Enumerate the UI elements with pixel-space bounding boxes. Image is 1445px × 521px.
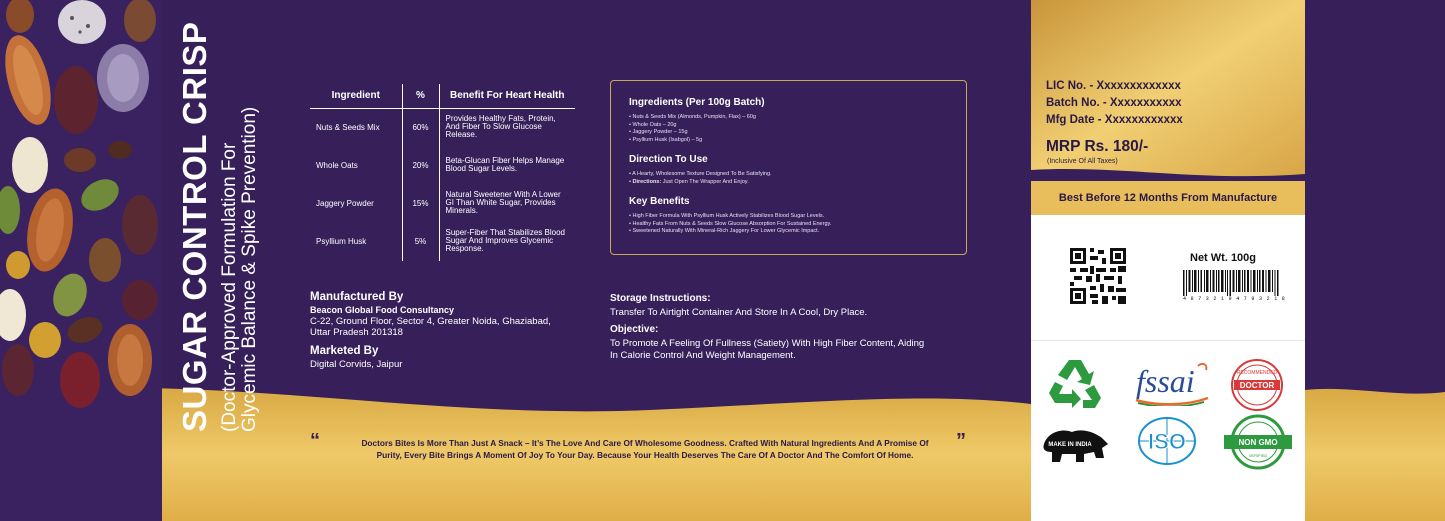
column-header-ingredient: Ingredient: [310, 84, 402, 108]
mrp-tax-note: (Inclusive Of All Taxes): [1047, 158, 1118, 165]
lic-number: LIC No. - Xxxxxxxxxxxxx: [1046, 80, 1181, 92]
column-header-benefit: Benefit For Heart Health: [439, 84, 575, 108]
direction-heading: Direction To Use: [629, 154, 708, 165]
recycle-icon: [1047, 356, 1103, 410]
product-title: SUGAR CONTROL CRISP: [176, 21, 213, 432]
objective-line1: To Promote A Feeling Of Fullness (Satiety) With High Fiber Content, Aiding: [610, 338, 925, 349]
benefit-cell: Super-Fiber That Stabilizes Blood Sugar And Improves Glycemic Response.: [445, 228, 565, 253]
storage-text: Transfer To Airtight Container And Store In A Cool, Dry Place.: [610, 307, 868, 318]
direction-line: • A Hearty, Wholesome Texture Designed To Be Satisfying.: [629, 171, 772, 177]
ingredient-cell: Whole Oats: [310, 146, 402, 184]
verified-text: VERIFIED: [1248, 453, 1268, 458]
make-in-india-lion-icon: [1040, 424, 1110, 466]
non-gmo-badge: [1222, 414, 1294, 470]
table-header-row: [310, 84, 575, 108]
product-info-box: [610, 80, 967, 255]
objective-heading: Objective:: [610, 324, 659, 335]
benefit-line: • Sweetened Naturally With Mineral-Rich Jaggery For Lower Glycemic Impact.: [629, 228, 820, 234]
brand-quote: [330, 437, 960, 461]
table-row: [310, 222, 575, 260]
table-row: [310, 146, 575, 184]
product-subtitle-line2: Glycemic Balance & Spike Prevention): [239, 106, 260, 432]
batch-number: Batch No. - Xxxxxxxxxxx: [1046, 97, 1182, 109]
benefit-cell: Natural Sweetener With A Lower GI Than White Sugar, Provides Minerals.: [445, 190, 561, 215]
ingredient-line: • Whole Oats – 20g: [629, 121, 677, 128]
ingredient-line: • Jaggery Powder – 15g: [629, 129, 688, 135]
objective-line2: In Calorie Control And Weight Management.: [610, 350, 796, 361]
best-before-bar: Best Before 12 Months From Manufacture: [1031, 181, 1305, 215]
table-row: [310, 108, 575, 146]
doctor-badge-text: DOCTOR: [1239, 381, 1275, 390]
manufacturer-address-line2: Uttar Pradesh 201318: [310, 327, 403, 338]
doctor-recommended-badge: [1231, 359, 1283, 411]
manufacturer-block: [310, 292, 600, 370]
ingredient-cell: Psyllium Husk: [310, 222, 402, 260]
percent-cell: 60%: [402, 108, 439, 146]
iso-badge: [1136, 416, 1198, 466]
mfg-date: Mfg Date - Xxxxxxxxxxxx: [1046, 114, 1183, 126]
quote-line2: Purity, Every Bite Brings A Moment Of Joy To Your Day. Because Your Health Deserves The Care Of A Doctor And The Comfort Of Home.: [376, 450, 914, 460]
product-title-vertical: [162, 0, 277, 521]
barcode-icon: [1183, 270, 1279, 296]
marketer-name: Digital Corvids, Jaipur: [310, 359, 403, 370]
label-divider: [1031, 340, 1305, 341]
benefit-line: • Healthy Fats From Nuts & Seeds Slow Glucose Absorption For Sustained Energy.: [629, 220, 832, 227]
fssai-logo: [1132, 360, 1212, 406]
marketed-by-heading: Marketed By: [310, 345, 379, 357]
percent-cell: 20%: [402, 146, 439, 184]
storage-block: [610, 293, 980, 362]
quote-open-mark: “: [310, 430, 320, 452]
benefit-line: • High Fiber Formula With Psyllium Husk Actively Stabilizes Blood Sugar Levels.: [629, 213, 825, 219]
make-in-india-text: MAKE IN INDIA: [1048, 442, 1092, 448]
benefit-cell: Provides Healthy Fats, Protein, And Fiber To Slow Glucose Release.: [445, 114, 556, 139]
ingredient-line: • Nuts & Seeds Mix (Almonds, Pumpkin, Flax) – 60g: [629, 114, 756, 120]
percent-cell: 5%: [402, 222, 439, 260]
nuts-seeds-illustration: [0, 0, 162, 521]
quote-line1: Doctors Bites Is More Than Just A Snack – It’s The Love And Care Of Wholesome Goodness. Crafted With Natural Ingredients And A Promise Of: [361, 438, 929, 448]
net-weight: Net Wt. 100g: [1190, 252, 1257, 264]
ingredient-cell: Nuts & Seeds Mix: [310, 108, 402, 146]
quote-close-mark: ”: [956, 430, 966, 452]
percent-cell: 15%: [402, 184, 439, 222]
benefit-cell: Beta-Glucan Fiber Helps Manage Blood Sugar Levels.: [445, 156, 565, 173]
ingredient-table: [310, 84, 575, 261]
manufactured-by-heading: Manufactured By: [310, 291, 404, 303]
storage-heading: Storage Instructions:: [610, 293, 711, 304]
table-row: [310, 184, 575, 222]
qr-code-icon: [1070, 248, 1126, 304]
iso-text: ISO: [1148, 429, 1186, 454]
doctor-badge-top-text: RECOMMENDED: [1236, 370, 1278, 376]
batch-info: [1046, 78, 1183, 129]
non-gmo-text: NON GMO: [1238, 438, 1278, 447]
ingredient-line: • Psyllium Husk (Isabgol) – 5g: [629, 136, 703, 143]
manufacturer-address-line1: C-22, Ground Floor, Sector 4, Greater Noida, Ghaziabad,: [310, 316, 551, 327]
column-header-percent: %: [402, 84, 439, 108]
ingredients-heading: Ingredients (Per 100g Batch): [629, 97, 765, 108]
benefits-heading: Key Benefits: [629, 196, 690, 207]
fssai-text: fssai: [1136, 363, 1195, 399]
product-subtitle-line1: (Doctor-Approved Formulation For: [219, 142, 240, 432]
manufacturer-name: Beacon Global Food Consultancy: [310, 305, 455, 315]
mrp-price: MRP Rs. 180/-: [1046, 138, 1149, 155]
barcode-number: 4 8 7 3 2 1 9 4 7 9 3 2 1 8: [1183, 296, 1286, 302]
direction-line: • Directions: Just Open The Wrapper And Enjoy.: [629, 178, 749, 185]
ingredient-cell: Jaggery Powder: [310, 184, 402, 222]
